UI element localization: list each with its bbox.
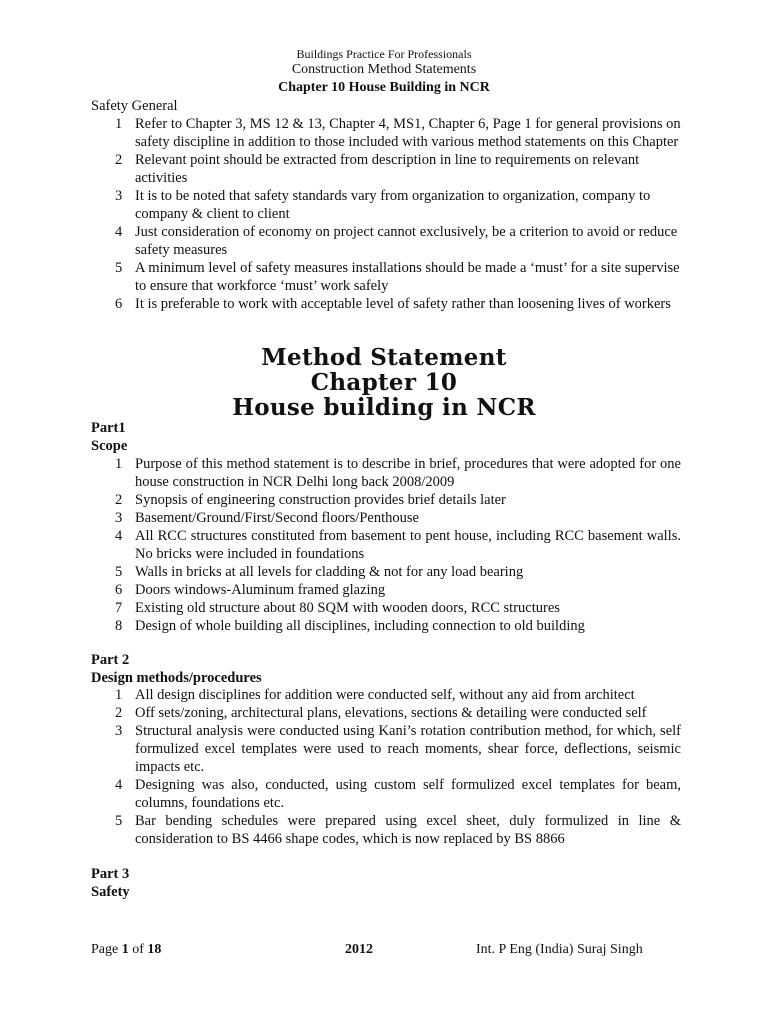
part1-scope-item-text: Doors windows-Aluminum framed glazing — [135, 582, 386, 598]
part1-scope-item — [91, 527, 681, 563]
part1-scope-item — [91, 581, 681, 599]
part3-heading: Safety — [91, 884, 130, 900]
part1-scope-item — [91, 563, 681, 581]
part1-heading: Scope — [91, 438, 128, 454]
part2-design-item-number: 4 — [115, 777, 123, 793]
part2-design-item-text: Bar bending schedules were prepared using excel sheet, duly formulized in line & consideration to BS 4466 shape codes, which is now replaced by BS 8866 — [135, 813, 681, 847]
safety-general-item-number: 5 — [115, 260, 123, 276]
footer-year: 2012 — [345, 942, 373, 957]
part2-design-item-number: 2 — [115, 705, 123, 721]
part1-scope-item-number: 5 — [115, 564, 123, 580]
part1-scope-item-number: 2 — [115, 492, 123, 508]
header-book-title: Buildings Practice For Professionals — [296, 47, 472, 61]
part2-design-item — [91, 686, 681, 704]
part2-list — [91, 686, 681, 848]
safety-general-item-number: 3 — [115, 188, 123, 204]
footer-page-word: Page — [91, 942, 122, 957]
part1-scope-item-number: 3 — [115, 510, 123, 526]
part1-list — [91, 455, 681, 635]
part2-design-item — [91, 704, 681, 722]
header-chapter-title: Chapter 10 House Building in NCR — [278, 80, 490, 95]
safety-general-item-number: 1 — [115, 116, 123, 132]
part1-scope-item-text: Existing old structure about 80 SQM with wooden doors, RCC structures — [135, 600, 560, 616]
part2-heading: Design methods/procedures — [91, 670, 262, 686]
safety-general-item-text: Relevant point should be extracted from description in line to requirements on relevant activities — [135, 152, 640, 186]
part2-label: Part 2 — [91, 652, 130, 668]
part1-scope-item — [91, 599, 681, 617]
safety-general-item-text: A minimum level of safety measures installations should be made a ‘must’ for a site supervise to ensure that workforce ‘must’ work safely — [135, 260, 680, 294]
part1-scope-item-text: Walls in bricks at all levels for cladding & not for any load bearing — [135, 564, 524, 580]
footer-page-total: 18 — [147, 942, 162, 957]
part2-design-item — [91, 722, 681, 776]
part1-label: Part1 — [91, 420, 126, 436]
part2-design-item — [91, 776, 681, 812]
safety-general-list — [91, 115, 681, 313]
safety-general-item-number: 4 — [115, 224, 123, 240]
part3-label: Part 3 — [91, 866, 130, 882]
safety-general-item-text: Refer to Chapter 3, MS 12 & 13, Chapter 4, MS1, Chapter 6, Page 1 for general provisions on safety discipline in addition to those included with various method statements on this Chapter — [135, 116, 681, 150]
safety-general-item — [91, 223, 681, 259]
part2-design-item — [91, 812, 681, 848]
title-method-statement: Method Statement — [261, 344, 507, 371]
safety-general-item — [91, 295, 681, 313]
footer-page-number — [91, 942, 161, 958]
part2-design-item-text: Structural analysis were conducted using Kani’s rotation contribution method, for which, self formulized excel templates were used to reach moments, shear force, deflections, seismic impacts etc. — [135, 723, 681, 775]
title-chapter: Chapter 10 — [310, 369, 458, 396]
safety-general-item-text: It is to be noted that safety standards vary from organization to organization, company to company & client to client — [135, 188, 651, 222]
part2-design-item-text: Off sets/zoning, architectural plans, elevations, sections & detailing were conducted self — [135, 705, 647, 721]
safety-general-item-number: 6 — [115, 296, 123, 312]
part1-scope-item-number: 1 — [115, 456, 123, 472]
part2-design-item-number: 1 — [115, 687, 123, 703]
part1-scope-item-number: 8 — [115, 618, 123, 634]
part1-scope-item — [91, 617, 681, 635]
part1-scope-item-number: 4 — [115, 528, 123, 544]
part1-scope-item — [91, 455, 681, 491]
part1-scope-item-text: Design of whole building all disciplines, including connection to old building — [135, 618, 585, 634]
header-series-title: Construction Method Statements — [291, 62, 477, 77]
part1-scope-item-text: Basement/Ground/First/Second floors/Penthouse — [135, 510, 419, 526]
part2-design-item-text: Designing was also, conducted, using custom self formulized excel templates for beam, columns, foundations etc. — [135, 777, 681, 811]
title-house-building: House building in NCR — [232, 394, 536, 421]
part1-scope-item-text: Synopsis of engineering construction provides brief details later — [135, 492, 506, 508]
safety-general-item — [91, 187, 681, 223]
part2-design-item-text: All design disciplines for addition were conducted self, without any aid from architect — [135, 687, 635, 703]
part1-scope-item — [91, 509, 681, 527]
part2-design-item-number: 3 — [115, 723, 123, 739]
part1-scope-item-number: 6 — [115, 582, 123, 598]
part2-design-item-number: 5 — [115, 813, 123, 829]
part1-scope-item-text: Purpose of this method statement is to describe in brief, procedures that were adopted for one house construction in NCR Delhi long back 2008/2009 — [135, 456, 681, 490]
footer-author: Int. P Eng (India) Suraj Singh — [476, 942, 643, 957]
safety-general-item-text: It is preferable to work with acceptable level of safety rather than loosening lives of workers — [135, 296, 671, 312]
safety-general-item — [91, 115, 681, 151]
part1-scope-item-text: All RCC structures constituted from basement to pent house, including RCC basement walls. No bricks were included in foundations — [135, 528, 681, 562]
safety-general-item — [91, 259, 681, 295]
footer-page-current: 1 — [121, 942, 129, 957]
safety-general-item — [91, 151, 681, 187]
safety-general-item-number: 2 — [115, 152, 123, 168]
part1-scope-item-number: 7 — [115, 600, 123, 616]
footer-of-word: of — [128, 942, 148, 957]
safety-general-item-text: Just consideration of economy on project cannot exclusively, be a criterion to avoid or reduce safety measures — [135, 224, 678, 258]
safety-general-label: Safety General — [91, 98, 178, 114]
part1-scope-item — [91, 491, 681, 509]
